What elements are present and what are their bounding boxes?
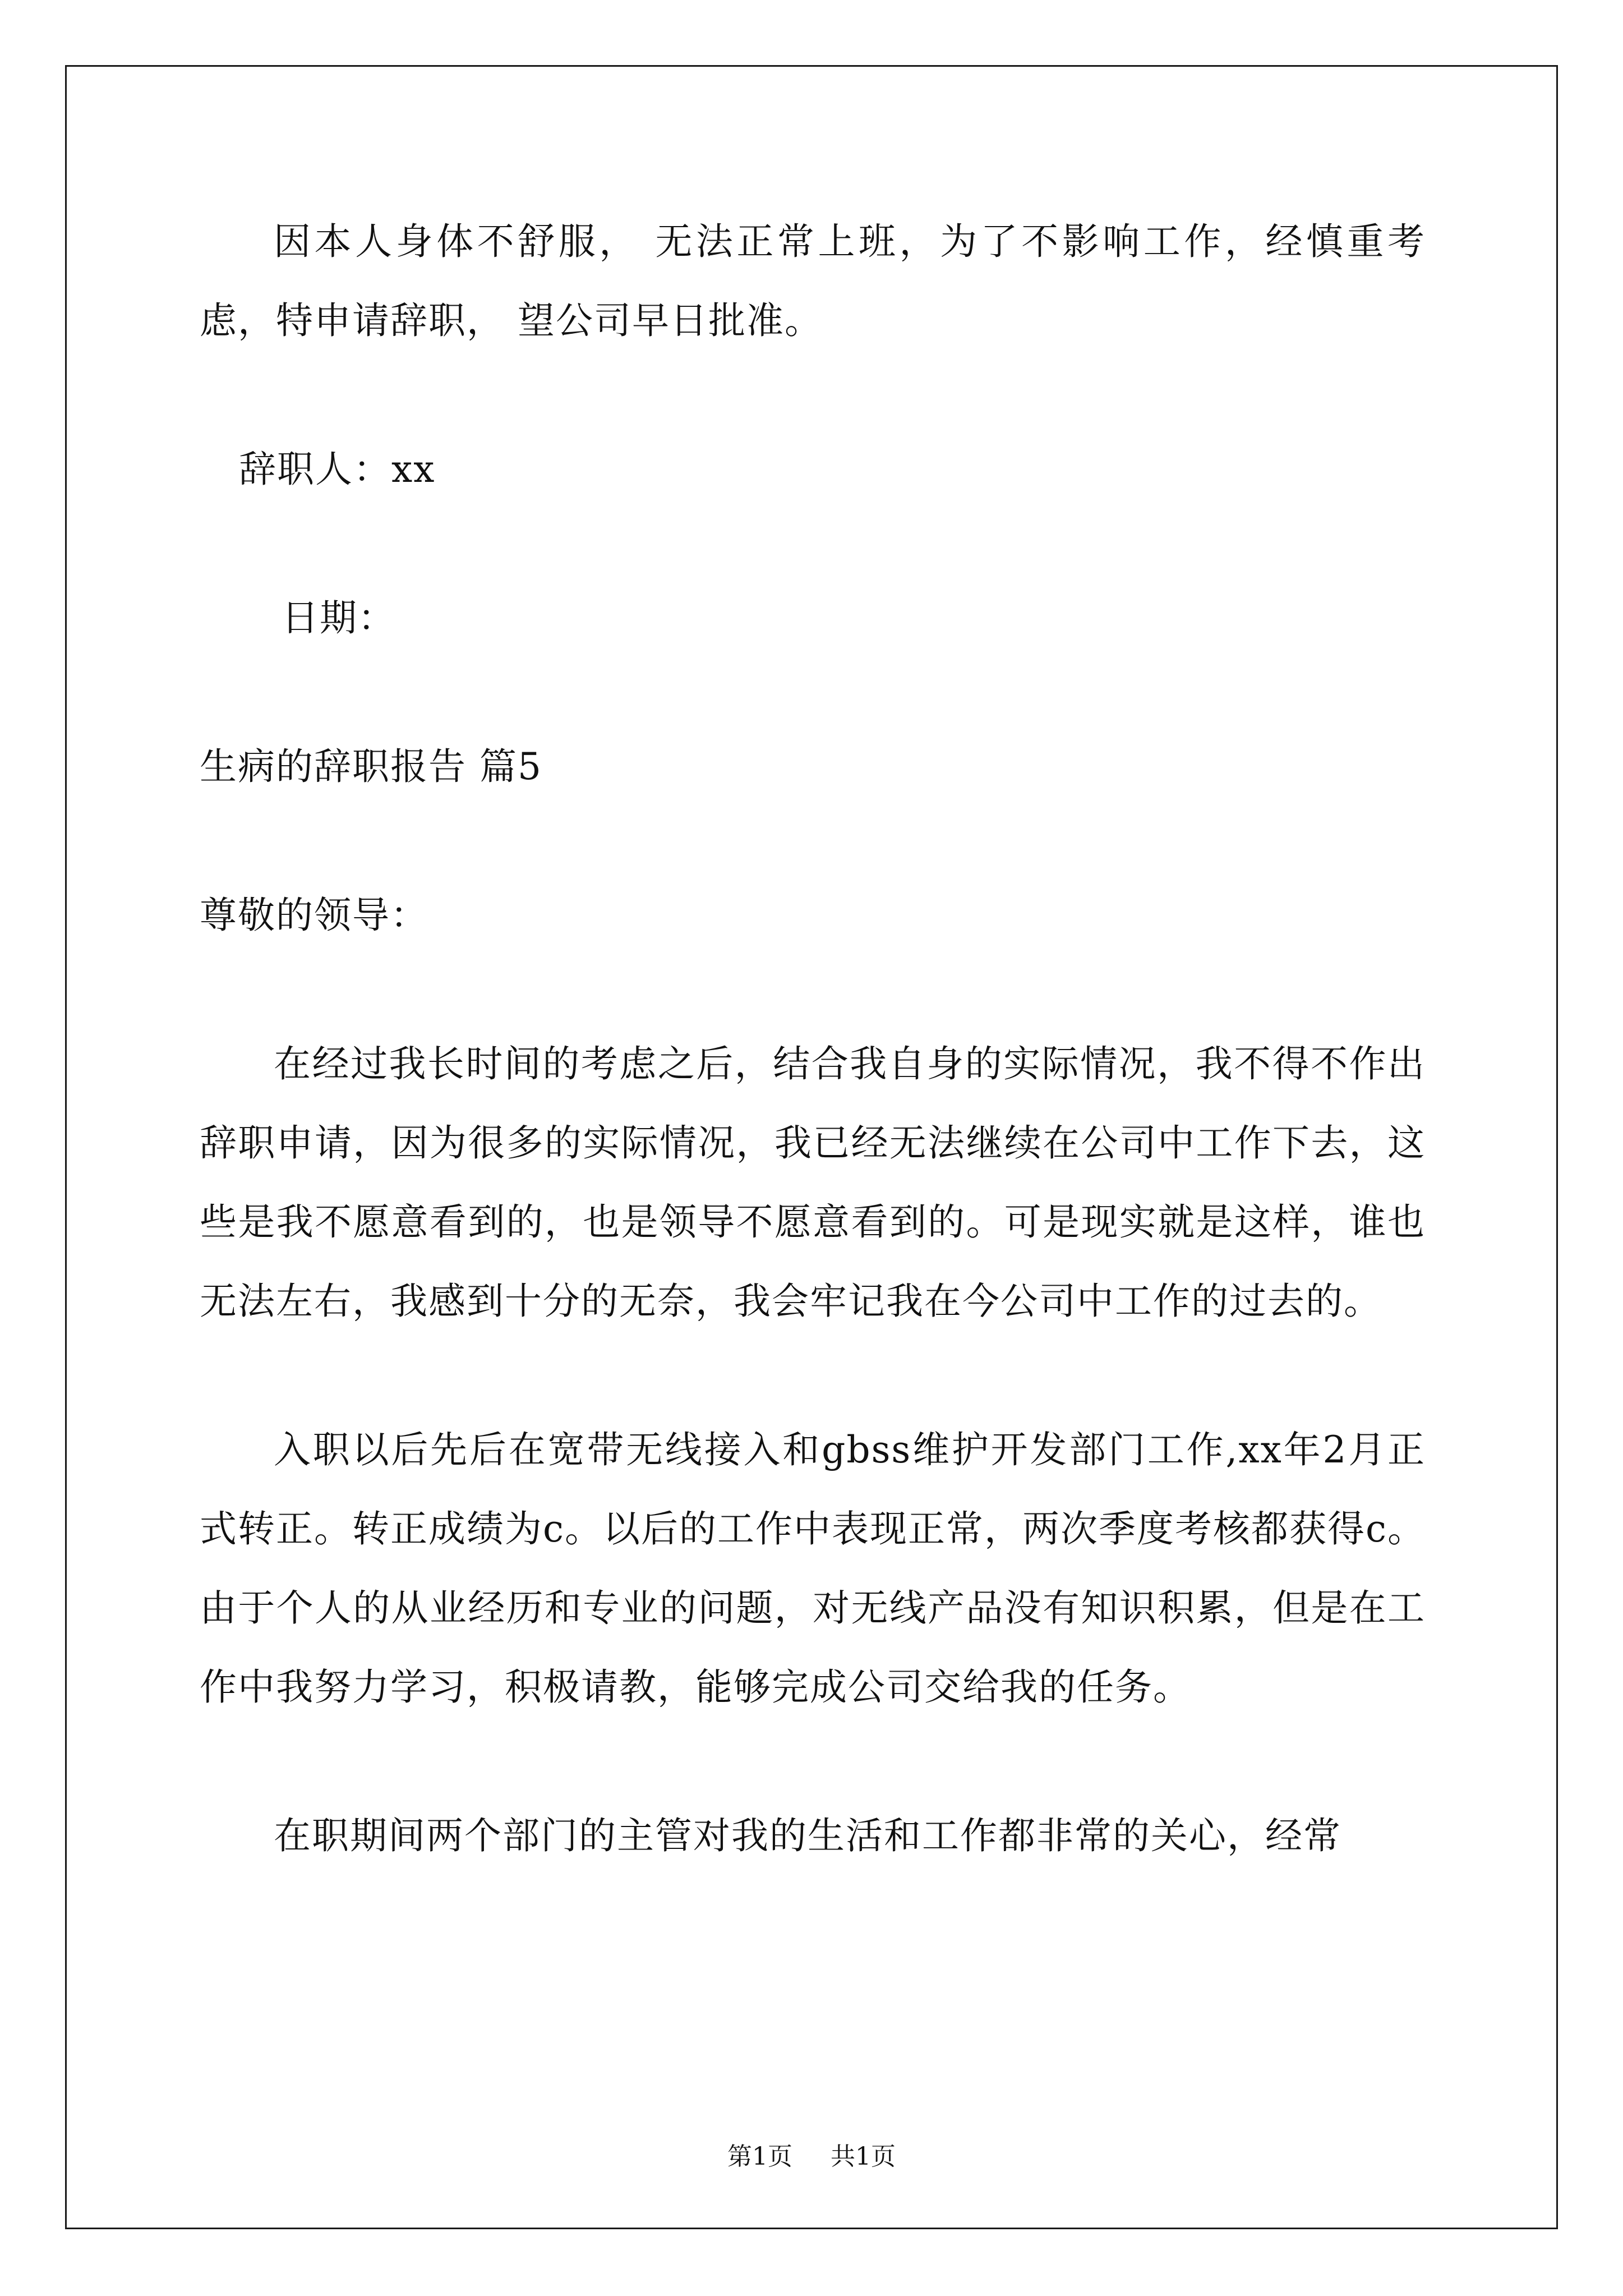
page-footer [0, 2136, 1623, 2172]
paragraph-work-history: 入职以后先后在宽带无线接入和gbss维护开发部门工作,xx年2月正式转正。转正成绩为c。以后的工作中表现正常，两次季度考核都获得c。由于个人的从业经历和专业的问题，对无线产品没有知识积累，但是在工作中我努力学习，积极请教，能够完成公司交给我的任务。 [200, 1428, 1426, 1709]
salutation: 尊敬的领导： [200, 894, 428, 937]
section-heading: 生病的辞职报告 篇5 [200, 745, 542, 788]
signature-line: 辞职人：xx [239, 448, 436, 491]
paragraph-consideration: 在经过我长时间的考虑之后，结合我自身的实际情况，我不得不作出辞职申请，因为很多的实际情况，我已经无法继续在公司中工作下去，这些是我不愿意看到的，也是领导不愿意看到的。可是现实就是这样，谁也无法左右，我感到十分的无奈，我会牢记我在今公司中工作的过去的。 [200, 1042, 1426, 1323]
page-total: 共1页 [831, 2142, 896, 2171]
document-body [200, 202, 1426, 1945]
date-line: 日期： [282, 596, 396, 639]
paragraph-resignation-reason: 因本人身体不舒服， 无法正常上班，为了不影响工作，经慎重考虑，特申请辞职， 望公司早日批准。 [200, 220, 1426, 342]
page-number: 第1页 [727, 2142, 792, 2171]
paragraph-supervisors: 在职期间两个部门的主管对我的生活和工作都非常的关心，经常 [274, 1814, 1341, 1857]
